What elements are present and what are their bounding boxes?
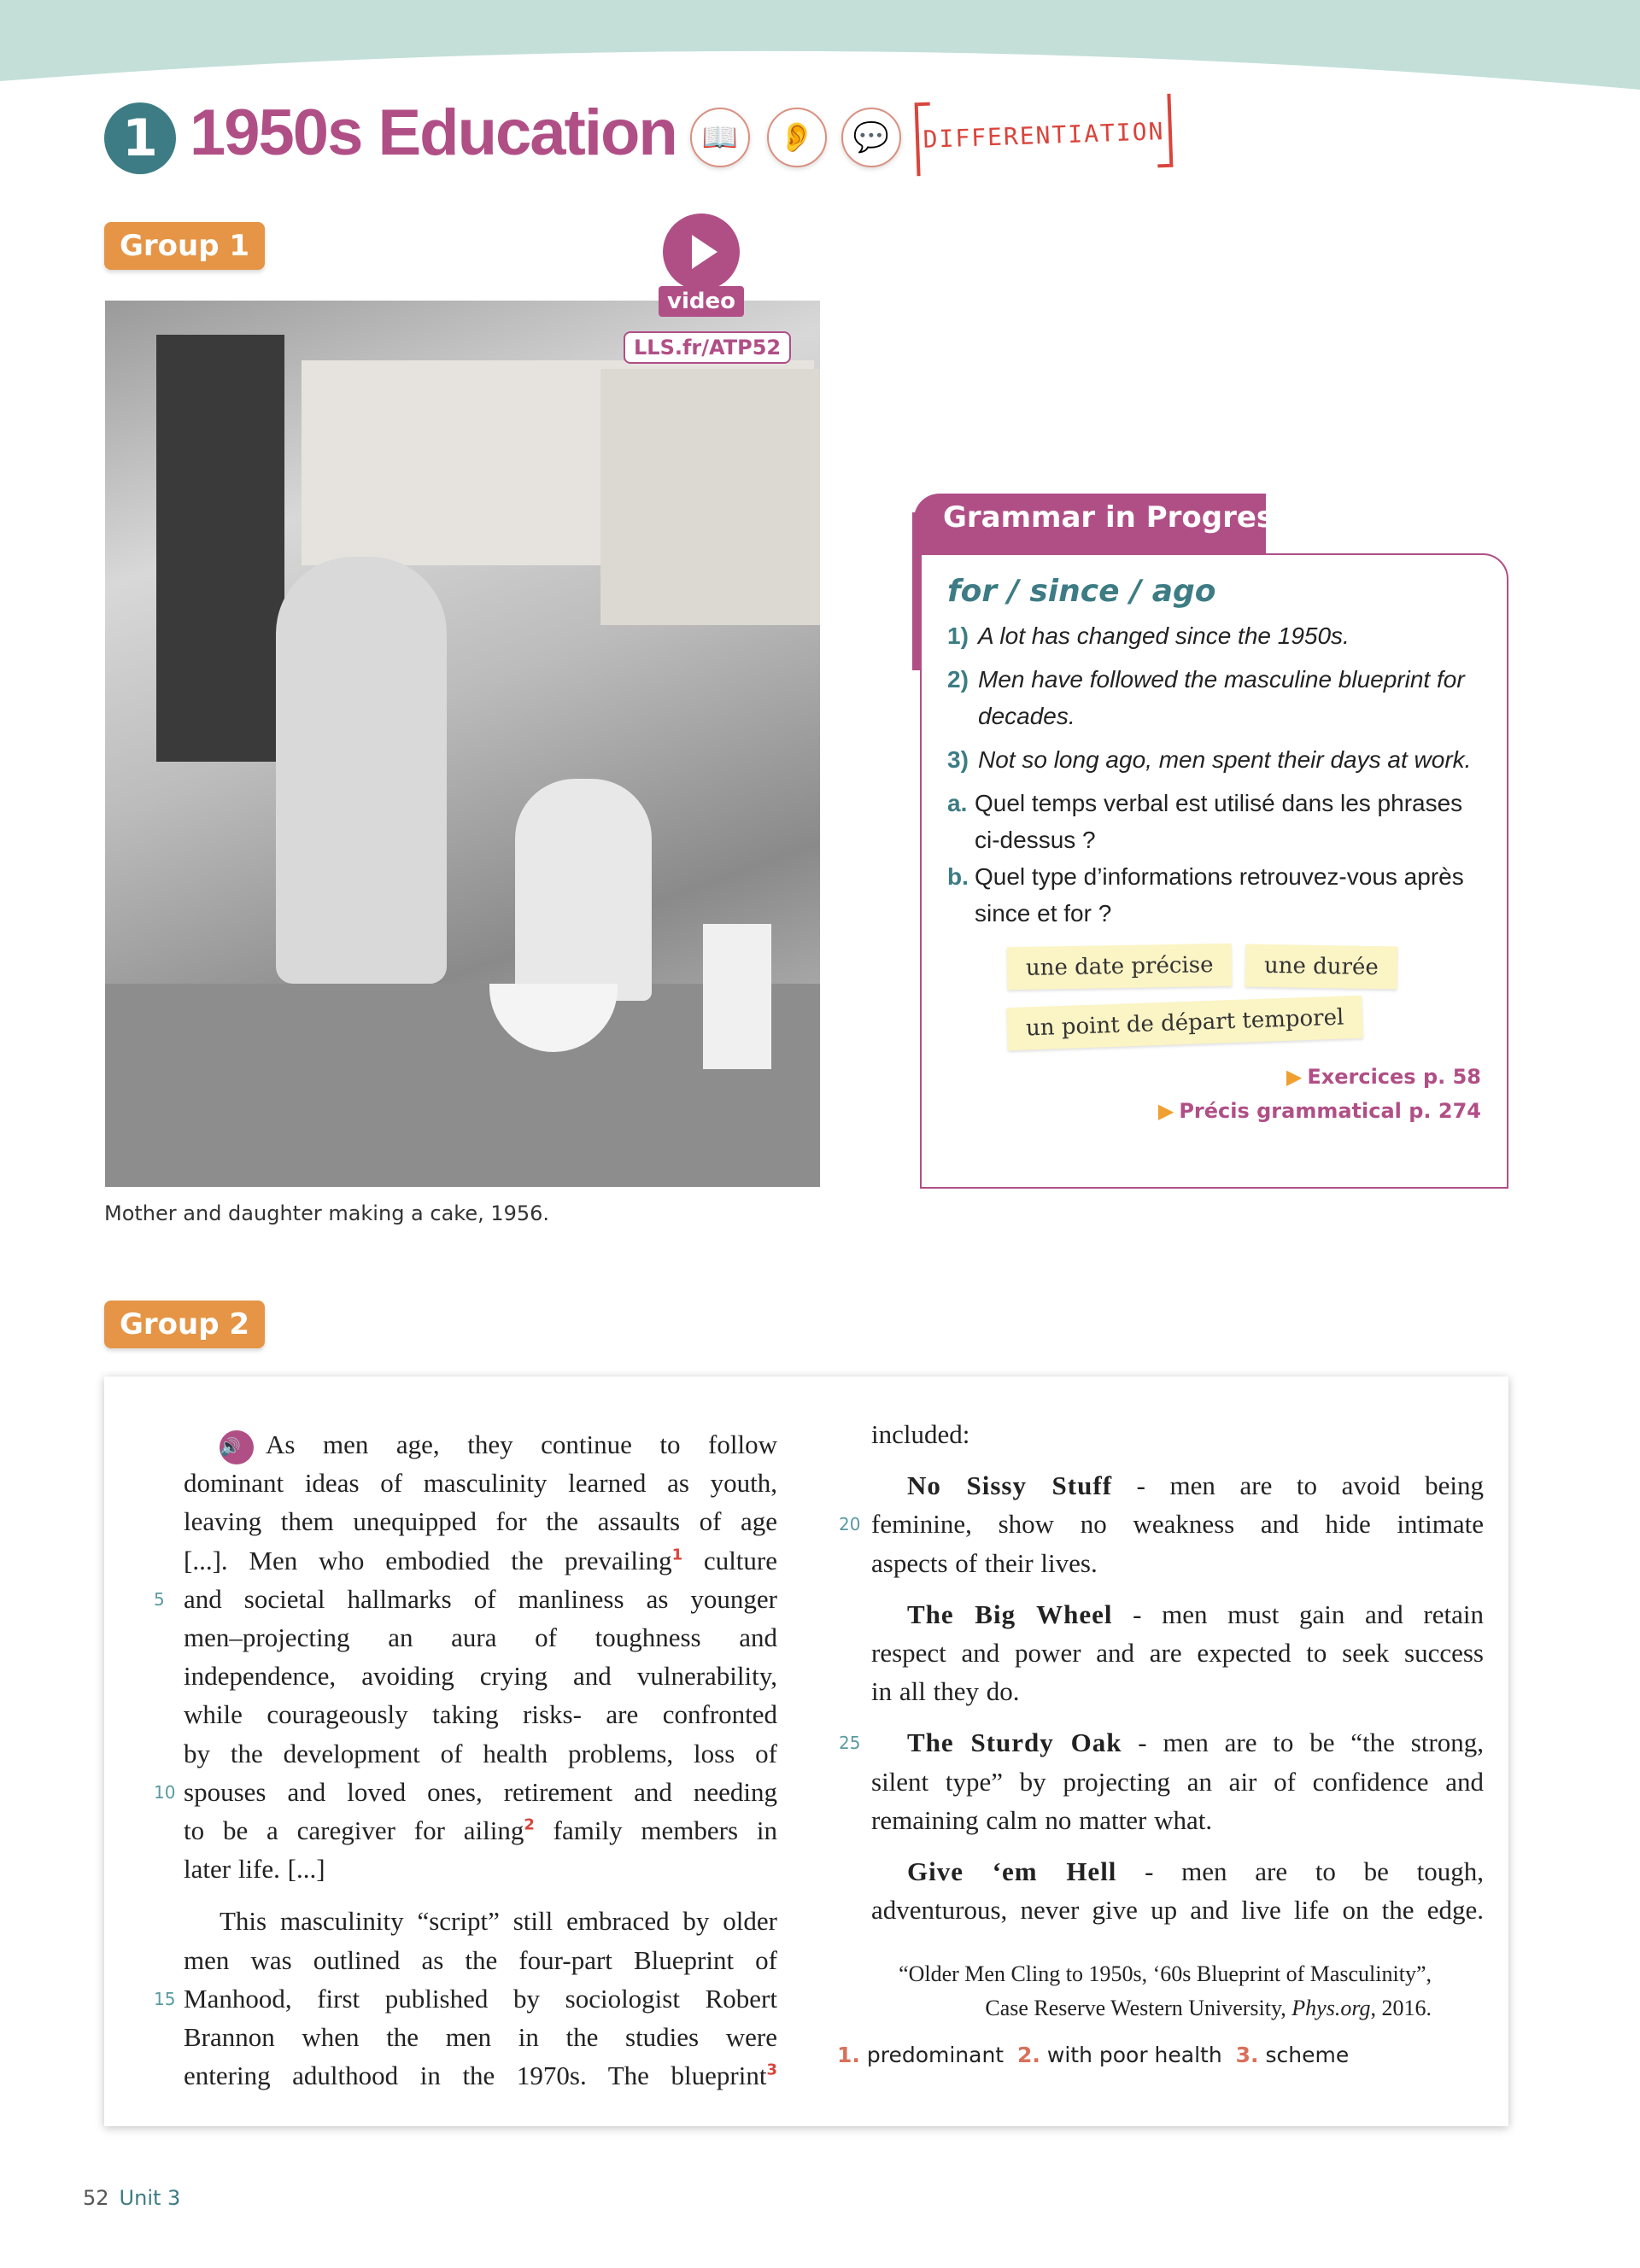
reading-icon[interactable]: 📖	[690, 108, 750, 167]
play-icon	[692, 235, 718, 269]
group-2-label: Group 2	[104, 1301, 265, 1348]
footnote-text: with poor health	[1046, 2043, 1222, 2067]
audio-play-icon[interactable]: 🔊	[220, 1430, 254, 1464]
kitchen-photo	[105, 301, 820, 1187]
line-number: 15	[154, 1988, 176, 2009]
text-line	[184, 1466, 777, 1500]
example-number: 2)	[947, 666, 969, 693]
example-item	[947, 617, 1481, 654]
text-line	[184, 2059, 777, 2093]
citation-publication: Phys.org	[1292, 1996, 1371, 2020]
text-line	[184, 1659, 777, 1693]
text-passage	[104, 1377, 1508, 2126]
grammar-header: Grammar in Progress	[914, 494, 1266, 553]
arrow-right-icon: ▶	[1286, 1065, 1303, 1089]
text-line	[184, 1698, 777, 1732]
text-line	[907, 1469, 1484, 1503]
text-segment: leaving them unequipped for the assaults of age	[184, 1506, 777, 1537]
text-segment: and societal hallmarks of manliness as younger	[184, 1583, 777, 1614]
video-play-button[interactable]	[663, 213, 740, 290]
header-banner	[0, 0, 1640, 94]
blueprint-term: The Sturdy Oak	[907, 1727, 1122, 1758]
footnote-ref: 3	[766, 2060, 777, 2079]
text-line	[184, 2020, 777, 2055]
footnote-text: scheme	[1265, 2043, 1350, 2067]
answer-chip[interactable]: un point de départ temporel	[1006, 996, 1363, 1051]
listening-icon[interactable]: 👂	[767, 108, 827, 167]
text-segment: - men must gain and retain	[1112, 1599, 1485, 1629]
text-line	[220, 1904, 777, 1938]
text-line	[184, 1944, 777, 1978]
example-item	[947, 741, 1481, 778]
text-line	[871, 1418, 1484, 1452]
question-item	[947, 858, 1481, 932]
line-number: 10	[154, 1781, 176, 1803]
text-segment: aspects of their lives.	[871, 1547, 1098, 1578]
text-segment: in all they do.	[871, 1676, 1020, 1707]
text-line	[220, 1428, 777, 1464]
differentiation-badge: DIFFERENTIATION	[915, 94, 1174, 176]
question-letter: b.	[947, 863, 969, 890]
text-line	[184, 1737, 777, 1771]
grammar-reference-link[interactable]	[947, 1094, 1481, 1128]
example-text: A lot has changed since the 1950s.	[978, 623, 1350, 649]
text-segment: included:	[871, 1419, 970, 1449]
text-line	[184, 1621, 777, 1655]
text-segment: men was outlined as the four-part Blueprint of	[184, 1944, 777, 1975]
footnote-ref: 1	[671, 1546, 683, 1564]
text-segment: to be a caregiver for ailing	[184, 1815, 524, 1845]
footnotes	[837, 2043, 1349, 2067]
example-number: 3)	[947, 746, 969, 773]
speaking-icon[interactable]: 💬	[841, 108, 901, 167]
footnote-number: 2.	[1017, 2043, 1040, 2067]
text-line	[184, 1544, 777, 1578]
footnote-number: 3.	[1235, 2043, 1259, 2067]
text-segment: [...]. Men who embodied the prevailing	[184, 1545, 672, 1575]
text-line	[184, 1505, 777, 1539]
text-line	[907, 1598, 1484, 1632]
text-segment: - men are to avoid being	[1112, 1470, 1484, 1501]
exercises-link[interactable]	[947, 1060, 1481, 1094]
text-line	[871, 1675, 1484, 1709]
text-line	[871, 1636, 1484, 1670]
text-segment: men–projecting an aura of toughness and	[184, 1622, 777, 1652]
text-line	[184, 1582, 777, 1616]
page-title: 1950s Education	[190, 96, 676, 169]
example-number: 1)	[947, 623, 969, 649]
text-segment: silent type” by projecting an air of confidence and	[871, 1766, 1484, 1797]
citation-year: , 2016.	[1370, 1996, 1432, 2020]
text-segment: adventurous, never give up and live life on the edge.	[871, 1895, 1484, 1926]
link-label: Exercices p. 58	[1307, 1065, 1481, 1089]
text-line	[907, 1726, 1484, 1760]
text-segment: remaining calm no matter what.	[871, 1804, 1213, 1835]
text-segment: family members in	[534, 1815, 777, 1845]
footnote-number: 1.	[837, 2043, 860, 2067]
blueprint-term: No Sissy Stuff	[907, 1470, 1113, 1501]
answer-chip[interactable]: une date précise	[1007, 944, 1233, 991]
text-segment: later life. [...]	[184, 1854, 325, 1885]
grammar-box	[920, 553, 1508, 1189]
question-text: Quel type d’informations retrouvez-vous après since et for ?	[975, 863, 1464, 926]
text-segment: Manhood, first published by sociologist Robert	[184, 1983, 777, 2014]
text-line	[907, 1855, 1484, 1889]
text-segment: This masculinity “script” still embraced by older	[220, 1906, 777, 1937]
text-line	[184, 1982, 777, 2016]
blueprint-term: The Big Wheel	[907, 1599, 1113, 1629]
blueprint-term: Give ‘em Hell	[907, 1856, 1117, 1886]
text-line	[184, 1775, 777, 1809]
text-line	[871, 1546, 1484, 1581]
answer-chips	[947, 932, 1481, 1044]
citation-author: Case Reserve Western University,	[985, 1996, 1292, 2020]
text-line	[871, 1765, 1484, 1799]
text-segment: while courageously taking risks- are confronted	[184, 1699, 777, 1730]
citation-source	[899, 1991, 1432, 2025]
text-segment: respect and power and are expected to seek success	[871, 1638, 1484, 1668]
grammar-title: for / since / ago	[947, 574, 1216, 609]
text-segment: As men age, they continue to follow	[266, 1429, 777, 1459]
question-item	[947, 785, 1481, 858]
example-text: Men have followed the masculine blueprint for decades.	[978, 666, 1465, 729]
text-segment: Brannon when the men in the studies were	[184, 2022, 777, 2052]
video-link[interactable]: LLS.fr/ATP52	[624, 331, 791, 364]
line-number: 25	[839, 1733, 861, 1754]
footnote-text: predominant	[866, 2043, 1004, 2067]
arrow-right-icon: ▶	[1157, 1099, 1174, 1123]
text-segment: dominant ideas of masculinity learned as youth,	[184, 1468, 777, 1499]
footnote-ref: 2	[524, 1815, 535, 1834]
answer-chip[interactable]: une durée	[1245, 944, 1398, 989]
page-number: 52	[83, 2186, 109, 2210]
text-line	[871, 1893, 1484, 1927]
example-item	[947, 661, 1481, 734]
example-text: Not so long ago, men spent their days at work.	[978, 746, 1472, 773]
activity-number: 1	[104, 102, 176, 174]
group-1-label: Group 1	[104, 222, 265, 270]
photo-caption: Mother and daughter making a cake, 1956.	[104, 1201, 550, 1225]
text-segment: culture	[682, 1545, 777, 1575]
question-letter: a.	[947, 790, 968, 816]
text-segment: - men are to be tough,	[1116, 1856, 1484, 1886]
text-line	[871, 1803, 1484, 1838]
line-number: 5	[154, 1588, 165, 1610]
text-segment: by the development of health problems, loss of	[184, 1738, 777, 1768]
text-segment: - men are to be “the strong,	[1122, 1727, 1484, 1758]
line-number: 20	[839, 1514, 861, 1535]
citation-title: “Older Men Cling to 1950s, ‘60s Blueprint of Masculinity”,	[899, 1961, 1432, 1986]
text-segment: feminine, show no weakness and hide intimate	[871, 1509, 1484, 1540]
page-footer	[83, 2186, 180, 2210]
text-segment: spouses and loved ones, retirement and needing	[184, 1776, 777, 1807]
citation	[899, 1957, 1432, 2025]
text-segment: entering adulthood in the 1970s. The blueprint	[184, 2060, 767, 2091]
link-label: Précis grammatical p. 274	[1179, 1099, 1481, 1123]
text-segment: independence, avoiding crying and vulnerability,	[184, 1661, 777, 1692]
unit-label: Unit 3	[119, 2186, 181, 2210]
text-line	[184, 1852, 777, 1886]
text-line	[184, 1814, 777, 1848]
question-text: Quel temps verbal est utilisé dans les phrases ci-dessus ?	[975, 790, 1463, 853]
video-label[interactable]: video	[659, 286, 744, 317]
references	[947, 1060, 1481, 1128]
text-line	[871, 1507, 1484, 1541]
